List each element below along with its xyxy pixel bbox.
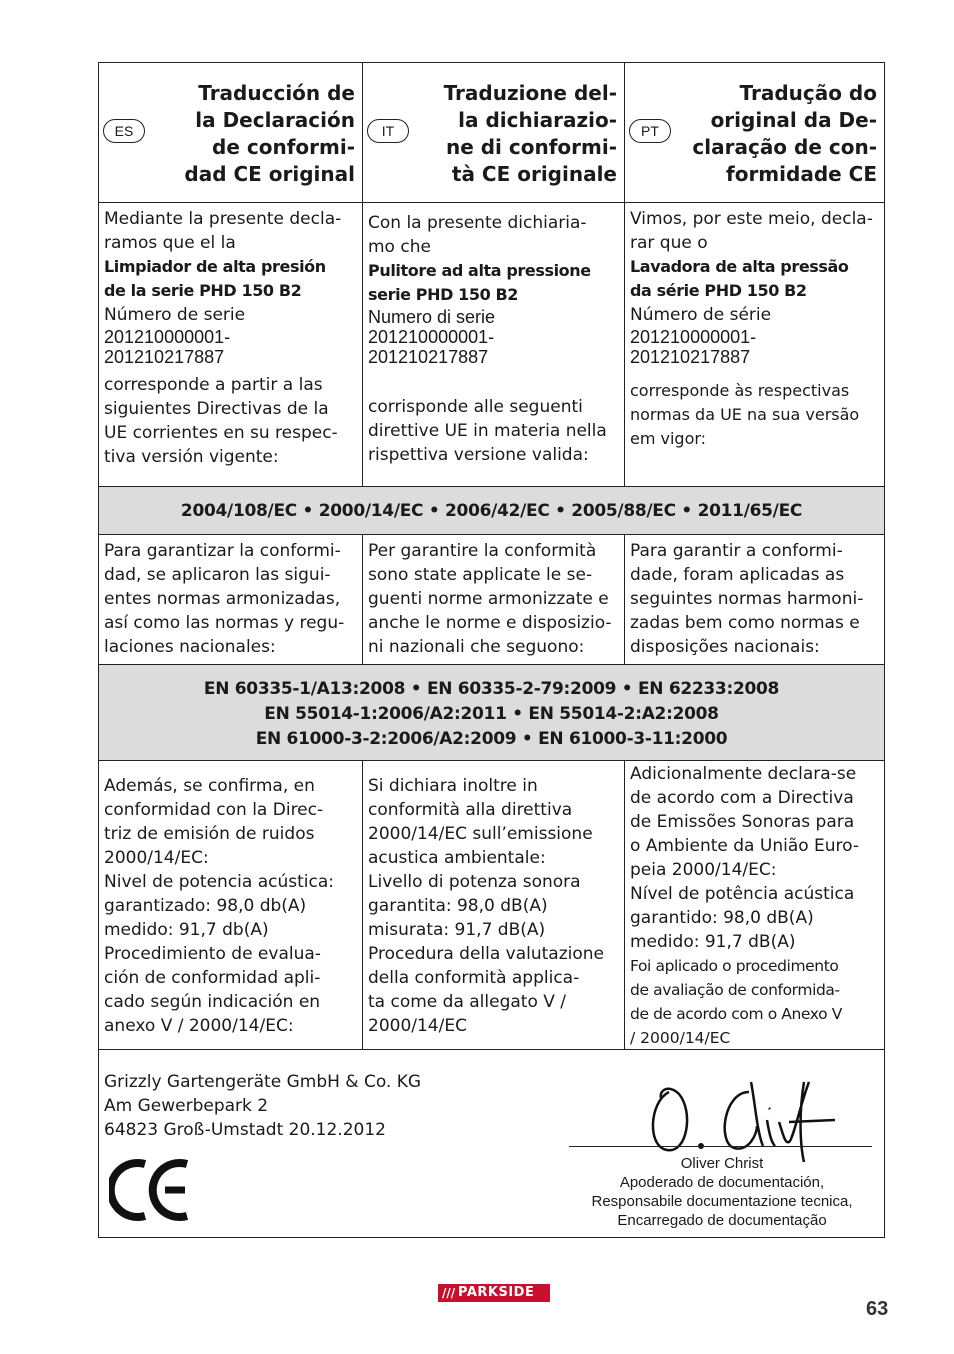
text-line: así como las normas y regu- xyxy=(104,613,345,633)
footer-row xyxy=(99,1050,884,1237)
text-line: rispettiva versione valida: xyxy=(368,445,589,465)
text-line: garantizado: 98,0 db(A) xyxy=(104,896,307,916)
text-line: Si dichiara inoltre in xyxy=(368,776,538,796)
serial-number: 201210000001- xyxy=(368,327,495,347)
language-badge-pt: PT xyxy=(629,119,671,143)
signature-line xyxy=(569,1146,872,1147)
text-line: ramos que el la xyxy=(104,233,236,253)
ce-mark-icon xyxy=(109,1158,191,1222)
signatory-role-pt: Encarregado de documentação xyxy=(617,1212,827,1229)
header-es xyxy=(99,63,363,202)
text-line: conformidad con la Direc- xyxy=(104,800,324,820)
serial-number: 201210217887 xyxy=(368,347,489,367)
serial-number: 201210000001- xyxy=(630,327,757,347)
header-row xyxy=(99,63,884,203)
text-line: Foi aplicado o procedimento xyxy=(630,957,839,975)
text-line: medido: 91,7 db(A) xyxy=(104,920,269,940)
text-line: peia 2000/14/EC: xyxy=(630,860,777,880)
serial-number: 201210217887 xyxy=(104,347,225,367)
text-line: ción de conformidad apli- xyxy=(104,968,321,988)
text-line: ta come da allegato V / xyxy=(368,992,567,1012)
text-line: de acordo com a Directiva xyxy=(630,788,854,808)
text-line: guenti norme armonizzate e xyxy=(368,589,609,609)
header-it xyxy=(363,63,625,202)
header-title-pt: Tradução do original da De- claração de con- formidade CE xyxy=(692,81,877,186)
company-address xyxy=(104,1070,421,1142)
text-line: Adicionalmente declara-se xyxy=(630,764,857,784)
text-line: ni nazionali che seguono: xyxy=(368,637,585,657)
text-line: Vimos, por este meio, decla- xyxy=(630,209,873,229)
text-line: conformità alla direttiva xyxy=(368,800,573,820)
text-line: cado según indicación en xyxy=(104,992,321,1012)
signature-icon xyxy=(639,1062,839,1162)
text-line: della conformità applica- xyxy=(368,968,580,988)
text-line: garantido: 98,0 dB(A) xyxy=(630,908,814,928)
product-name: de la serie PHD 150 B2 xyxy=(104,281,302,300)
text-line: siguientes Directivas de la xyxy=(104,399,329,419)
text-line: Además, se confirma, en xyxy=(104,776,315,796)
text-line: seguintes normas harmoni- xyxy=(630,589,864,609)
text-line: direttive UE in materia nella xyxy=(368,421,607,441)
text-line: sono state applicate le se- xyxy=(368,565,593,585)
product-name: Pulitore ad alta pressione xyxy=(368,261,591,280)
directives-list: 2004/108/EC • 2000/14/EC • 2006/42/EC • 2005/88/EC • 2011/65/EC xyxy=(180,501,803,521)
text-line: / 2000/14/EC xyxy=(630,1029,731,1047)
product-name: Limpiador de alta presión xyxy=(104,257,326,276)
product-name: da série PHD 150 B2 xyxy=(630,281,807,300)
serial-label: Número de serie xyxy=(104,305,246,325)
standards-line: EN 61000-3-2:2006/A2:2009 • EN 61000-3-11:2000 xyxy=(255,729,728,749)
signatory-name: Oliver Christ xyxy=(680,1155,764,1172)
text-line: Nível de potência acústica xyxy=(630,884,855,904)
text-line: triz de emisión de ruidos xyxy=(104,824,315,844)
text-line: acustica ambientale: xyxy=(368,848,546,868)
text-line: entes normas armonizadas, xyxy=(104,589,341,609)
serial-number: 201210217887 xyxy=(630,347,751,367)
declaration-it xyxy=(363,203,625,486)
text-line: UE corrientes en su respec- xyxy=(104,423,338,443)
header-pt xyxy=(625,63,884,202)
company-city-date: 64823 Groß-Umstadt 20.12.2012 xyxy=(104,1120,386,1140)
text-line: Procedura della valutazione xyxy=(368,944,605,964)
text-line: Para garantir a conformi- xyxy=(630,541,843,561)
standards-line: EN 60335-1/A13:2008 • EN 60335-2-79:2009 • EN 62233:2008 xyxy=(203,679,780,699)
norms-intro-it xyxy=(363,535,625,664)
text-line: zadas bem como normas e xyxy=(630,613,860,633)
standards-row xyxy=(99,665,884,761)
language-badge-it: IT xyxy=(367,119,409,143)
standards-line: EN 55014-1:2006/A2:2011 • EN 55014-2:A2:2008 xyxy=(264,704,719,724)
text-line: dade, foram aplicadas as xyxy=(630,565,845,585)
text-line: Con la presente dichiaria- xyxy=(368,213,587,233)
text-line: de avaliação de conformida- xyxy=(630,981,840,999)
text-line: anexo V / 2000/14/EC: xyxy=(104,1016,294,1036)
text-line: corrisponde alle seguenti xyxy=(368,397,583,417)
text-line: o Ambiente da União Euro- xyxy=(630,836,860,856)
directives-row xyxy=(99,487,884,535)
signatory-role-es: Apoderado de documentación, xyxy=(619,1174,825,1191)
noise-pt xyxy=(625,761,884,1049)
text-line: normas da UE na sua versão xyxy=(630,405,860,424)
text-line: laciones nacionales: xyxy=(104,637,276,657)
text-line: em vigor: xyxy=(630,429,707,448)
serial-label: Numero di serie xyxy=(368,307,496,327)
norms-intro-row xyxy=(99,535,884,665)
text-line: Procedimiento de evalua- xyxy=(104,944,321,964)
text-line: tiva versión vigente: xyxy=(104,447,279,467)
signatory-role-it: Responsabile documentazione tecnica, xyxy=(591,1193,853,1210)
serial-number: 201210000001- xyxy=(104,327,231,347)
text-line: anche le norme e disposizio- xyxy=(368,613,612,633)
product-name: serie PHD 150 B2 xyxy=(368,285,519,304)
company-street: Am Gewerbepark 2 xyxy=(104,1096,269,1116)
text-line: corresponde às respectivas xyxy=(630,381,850,400)
text-line: garantita: 98,0 dB(A) xyxy=(368,896,548,916)
declaration-row xyxy=(99,203,884,487)
norms-intro-es xyxy=(99,535,363,664)
product-name: Lavadora de alta pressão xyxy=(630,257,849,276)
text-line: 2000/14/EC sull’emissione xyxy=(368,824,593,844)
brand-name: PARKSIDE xyxy=(458,1285,535,1300)
noise-es xyxy=(99,761,363,1049)
signatory-block xyxy=(561,1154,883,1230)
language-badge-es: ES xyxy=(103,119,145,143)
noise-it xyxy=(363,761,625,1049)
text-line: Para garantizar la conformi- xyxy=(104,541,341,561)
text-line: disposições nacionais: xyxy=(630,637,820,657)
header-title-es: Traducción de la Declaración de conformi- dad CE original xyxy=(184,81,355,186)
text-line: dad, se aplicaron las sigui- xyxy=(104,565,331,585)
text-line: medido: 91,7 dB(A) xyxy=(630,932,796,952)
text-line: Livello di potenza sonora xyxy=(368,872,581,892)
page-number: 63 xyxy=(866,1298,889,1320)
text-line: mo che xyxy=(368,237,431,257)
text-line: 2000/14/EC: xyxy=(104,848,209,868)
text-line: misurata: 91,7 dB(A) xyxy=(368,920,546,940)
norms-intro-pt xyxy=(625,535,884,664)
text-line: corresponde a partir a las xyxy=(104,375,323,395)
text-line: 2000/14/EC xyxy=(368,1016,467,1036)
text-line: rar que o xyxy=(630,233,708,253)
declaration-document xyxy=(98,62,885,1238)
text-line: de Emissões Sonoras para xyxy=(630,812,855,832)
text-line: Mediante la presente decla- xyxy=(104,209,342,229)
logo-stripes-icon: /// xyxy=(442,1286,456,1300)
declaration-pt xyxy=(625,203,884,486)
parkside-logo xyxy=(438,1284,550,1302)
text-line: de de acordo com o Anexo V xyxy=(630,1005,842,1023)
text-line: Per garantire la conformità xyxy=(368,541,597,561)
company-name: Grizzly Gartengeräte GmbH & Co. KG xyxy=(104,1072,422,1092)
text-line: Nivel de potencia acústica: xyxy=(104,872,334,892)
declaration-es xyxy=(99,203,363,486)
header-title-it: Traduzione del- la dichiarazio- ne di conformi- tà CE originale xyxy=(443,81,617,186)
noise-row xyxy=(99,761,884,1050)
serial-label: Número de série xyxy=(630,305,772,325)
